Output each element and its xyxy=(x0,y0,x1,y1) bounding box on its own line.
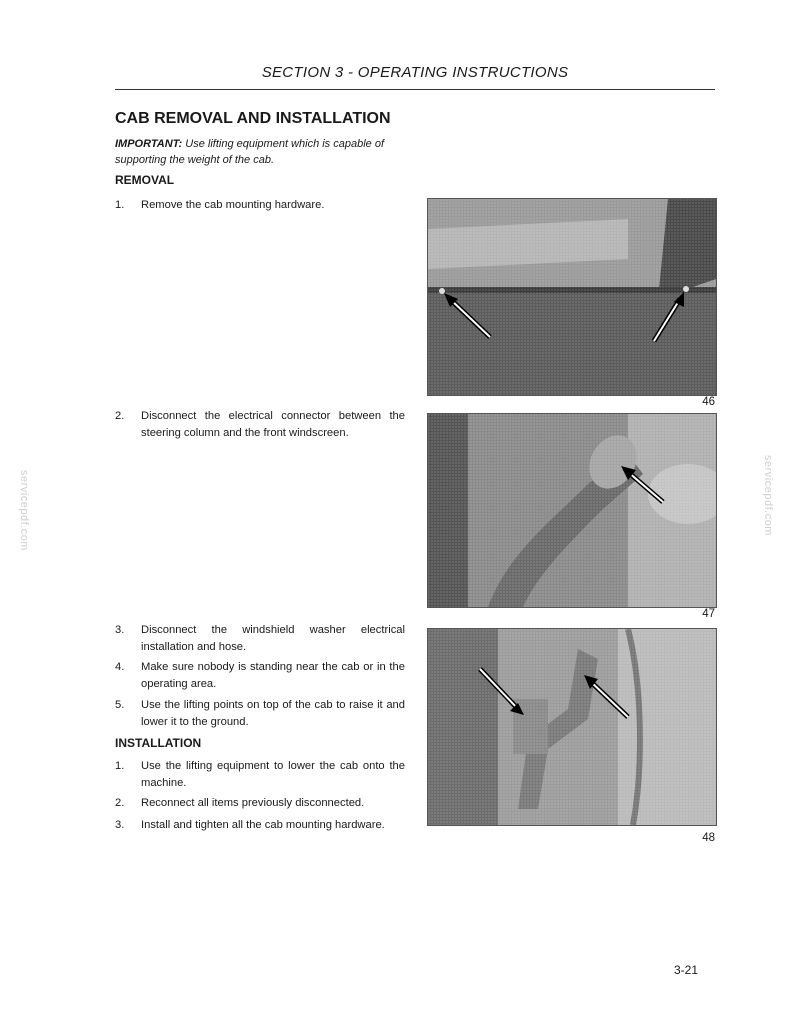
step-text: Remove the cab mounting hardware. xyxy=(141,199,325,211)
figure-46-photo xyxy=(427,198,717,396)
removal-step-3 xyxy=(115,622,405,656)
removal-step-5 xyxy=(115,697,405,731)
step-text: Make sure nobody is standing near the cab or in the operating area. xyxy=(141,661,405,690)
installation-heading: INSTALLATION xyxy=(115,736,202,750)
installation-step-2 xyxy=(115,795,405,812)
step-text: Disconnect the windshield washer electrical installation and hose. xyxy=(141,624,405,653)
watermark-right: servicepdf.com xyxy=(762,455,774,536)
figure-48-number: 48 xyxy=(702,832,715,844)
step-text: Use the lifting points on top of the cab to raise it and lower it to the ground. xyxy=(141,699,405,728)
important-note xyxy=(115,136,405,168)
section-header: SECTION 3 - OPERATING INSTRUCTIONS xyxy=(261,64,569,81)
figure-46-number: 46 xyxy=(702,396,715,408)
important-text: Use lifting equipment which is capable of supporting the weight of the cab. xyxy=(115,138,385,166)
step-number: 5. xyxy=(115,699,125,711)
important-label: IMPORTANT: xyxy=(115,138,183,150)
figure-48-photo xyxy=(427,628,717,826)
figure-47-number: 47 xyxy=(702,608,715,620)
watermark-left: servicepdf.com xyxy=(18,470,30,551)
page-number: 3-21 xyxy=(673,963,698,977)
step-number: 2. xyxy=(115,797,125,809)
removal-heading: REMOVAL xyxy=(115,173,175,187)
step-text: Disconnect the electrical connector between the steering column and the front windscreen. xyxy=(141,410,405,439)
figure-47-photo xyxy=(427,413,717,608)
installation-step-1 xyxy=(115,758,405,792)
step-number: 2. xyxy=(115,410,125,422)
step-number: 3. xyxy=(115,624,125,636)
step-text: Use the lifting equipment to lower the cab onto the machine. xyxy=(141,760,405,789)
step-text: Install and tighten all the cab mounting hardware. xyxy=(141,819,385,831)
removal-step-2 xyxy=(115,408,405,442)
page-title: CAB REMOVAL AND INSTALLATION xyxy=(115,110,391,127)
header-divider xyxy=(115,89,715,90)
step-number: 3. xyxy=(115,819,125,831)
step-number: 4. xyxy=(115,661,125,673)
installation-step-3 xyxy=(115,817,405,834)
removal-step-1 xyxy=(115,197,405,214)
step-number: 1. xyxy=(115,199,125,211)
step-number: 1. xyxy=(115,760,125,772)
step-text: Reconnect all items previously disconnected. xyxy=(141,797,365,809)
removal-step-4 xyxy=(115,659,405,693)
